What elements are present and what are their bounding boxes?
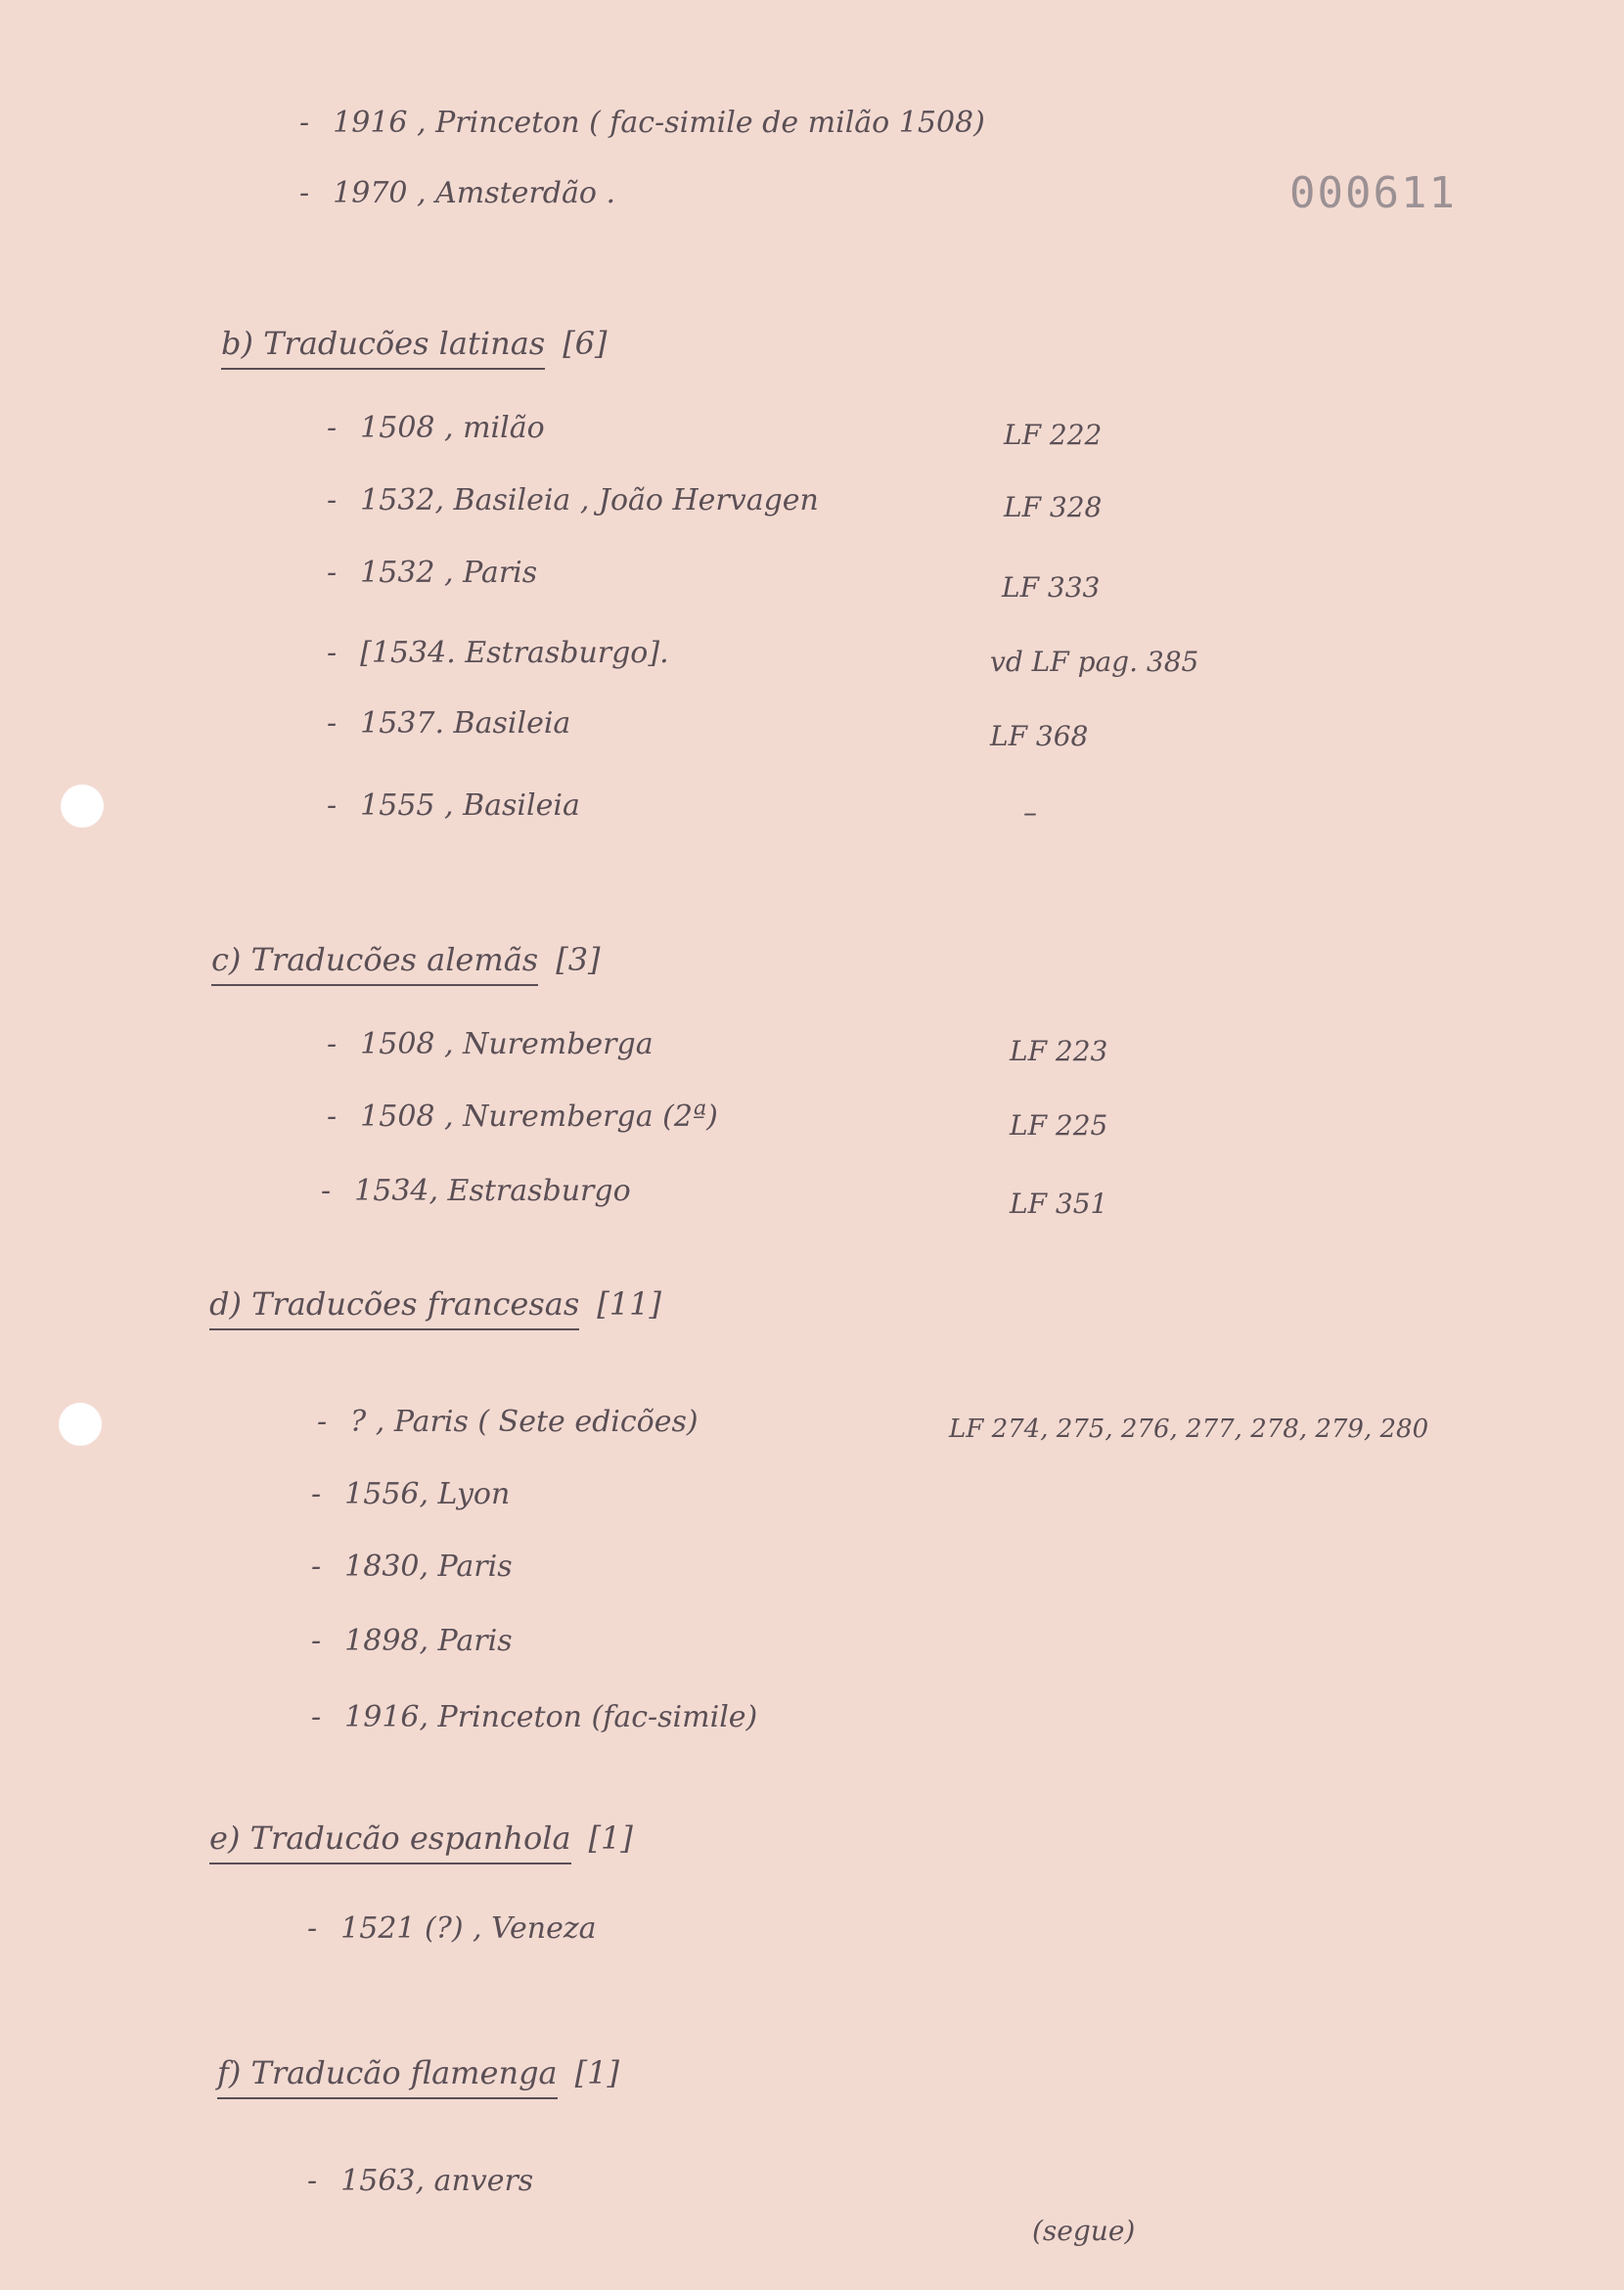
entry-line <box>327 706 570 741</box>
entry-text: 1537. Basileia <box>360 706 571 741</box>
entry-line <box>299 176 615 210</box>
entry-line <box>321 1174 631 1208</box>
dash: - <box>307 2164 318 2198</box>
punch-hole <box>61 785 104 828</box>
entry-ref: – <box>1023 796 1037 829</box>
entry-line <box>299 106 985 140</box>
entry-line <box>311 1477 510 1511</box>
dash: - <box>299 176 310 210</box>
entry-text: 1556, Lyon <box>344 1477 511 1511</box>
entry-text: 1508 , Nuremberga (2ª) <box>360 1100 718 1134</box>
dash: - <box>321 1174 332 1208</box>
entry-line <box>327 1100 718 1134</box>
entry-text: [1534. Estrasburgo]. <box>360 636 669 670</box>
entry-ref: LF 328 <box>1004 491 1103 523</box>
section-title: e) Traducão espanhola <box>209 1819 571 1864</box>
entry-ref: LF 274, 275, 276, 277, 278, 279, 280 <box>949 1414 1429 1444</box>
dash: - <box>299 106 310 140</box>
entry-text: 1970 , Amsterdão . <box>333 176 615 210</box>
dash: - <box>327 483 338 517</box>
entry-ref: LF 333 <box>1002 571 1101 604</box>
section-title: f) Traducão flamenga <box>217 2054 558 2099</box>
entry-line <box>311 1624 513 1658</box>
entry-text: 1532 , Paris <box>360 556 538 590</box>
entry-text: 1508 , Nuremberga <box>360 1027 654 1061</box>
entry-text: 1532, Basileia , João Hervagen <box>360 483 819 517</box>
dash: - <box>311 1477 322 1511</box>
dash: - <box>327 1027 338 1061</box>
entry-ref: LF 222 <box>1004 419 1103 451</box>
entry-text: 1898, Paris <box>344 1624 513 1658</box>
section-title: b) Traducões latinas <box>221 325 545 370</box>
entry-ref: vd LF pag. 385 <box>990 646 1199 678</box>
section-title: d) Traducões francesas <box>209 1285 579 1330</box>
dash: - <box>317 1405 328 1439</box>
entry-text: 1916 , Princeton ( fac-simile de milão 1508) <box>333 106 985 140</box>
entry-line <box>327 788 580 823</box>
dash: - <box>327 636 338 670</box>
entry-ref: LF 223 <box>1010 1035 1108 1067</box>
entry-ref: LF 351 <box>1010 1188 1108 1220</box>
dash: - <box>311 1700 322 1734</box>
entry-ref: LF 368 <box>990 720 1089 752</box>
dash: - <box>327 1100 338 1134</box>
entry-text: ? , Paris ( Sete edicões) <box>350 1405 699 1439</box>
entry-line <box>327 636 669 670</box>
entry-line <box>327 556 537 590</box>
dash: - <box>327 411 338 445</box>
entry-text: 1563, anvers <box>340 2164 534 2198</box>
dash: - <box>311 1624 322 1658</box>
entry-line <box>307 2164 533 2198</box>
dash: - <box>307 1911 318 1946</box>
punch-hole <box>59 1403 102 1446</box>
entry-text: 1508 , milão <box>360 411 545 445</box>
section-count: [1] <box>588 1819 633 1857</box>
section-heading-french <box>209 1285 661 1323</box>
section-heading-latin <box>221 325 608 362</box>
entry-text: 1555 , Basileia <box>360 788 580 823</box>
section-heading-spanish <box>209 1819 633 1857</box>
entry-line <box>327 411 545 445</box>
dash: - <box>327 706 338 741</box>
entry-line <box>317 1405 699 1439</box>
archive-stamp-number: 000611 <box>1289 168 1457 218</box>
entry-line <box>327 483 819 517</box>
section-heading-flemish <box>217 2054 619 2091</box>
section-heading-german <box>211 941 601 978</box>
entry-text: 1916, Princeton (fac-simile) <box>344 1700 758 1734</box>
entry-text: 1534, Estrasburgo <box>354 1174 631 1208</box>
entry-ref: LF 225 <box>1010 1109 1108 1142</box>
dash: - <box>311 1549 322 1584</box>
entry-line <box>327 1027 654 1061</box>
entry-text: 1830, Paris <box>344 1549 513 1584</box>
section-count: [11] <box>597 1285 661 1323</box>
entry-line <box>307 1911 597 1946</box>
section-count: [1] <box>574 2054 619 2091</box>
continuation-note: (segue) <box>1032 2215 1136 2247</box>
entry-text: 1521 (?) , Veneza <box>340 1911 597 1946</box>
section-count: [3] <box>556 941 601 978</box>
entry-line <box>311 1700 757 1734</box>
dash: - <box>327 556 338 590</box>
section-count: [6] <box>563 325 608 362</box>
section-title: c) Traducões alemãs <box>211 941 538 986</box>
dash: - <box>327 788 338 823</box>
entry-line <box>311 1549 513 1584</box>
